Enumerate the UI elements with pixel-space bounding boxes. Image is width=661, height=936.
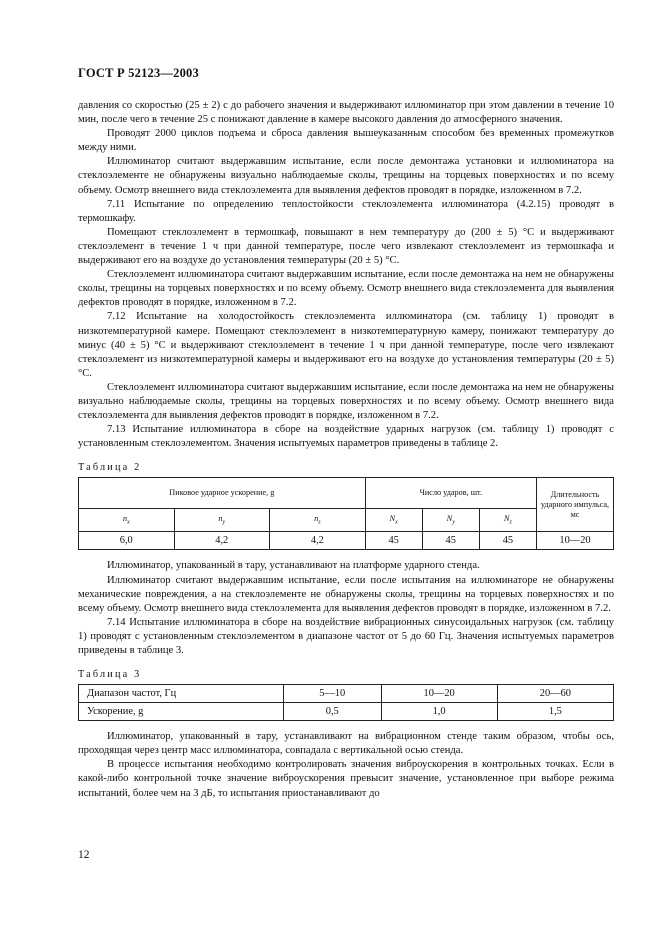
paragraph: Проводят 2000 циклов подъема и сброса давления вышеуказанным способом без временных промежутков между ними. <box>78 128 614 154</box>
paragraph: Иллюминатор считают выдержавшим испытание, если после демонтажа установки и иллюминатора на стеклоэлементе не обнаружены визуально наблюдаемые сколы, трещины на торцевых поверхностях и по всему объему. Осмотр внешнего вида стеклоэлемента для выявления дефектов проводят в порядке, изложенном в 7.2. <box>78 156 614 196</box>
paragraph: 7.13 Испытание иллюминатора в сборе на воздействие ударных нагрузок (см. таблицу 1) проводят с установленным стеклоэлементом. Значения испытуемых параметров приведены в таблице 2. <box>78 424 614 450</box>
paragraph: 7.11 Испытание по определению теплостойкости стеклоэлемента иллюминатора (4.2.15) проводят в термошкафу. <box>78 198 614 224</box>
table-2-caption: Таблица 2 <box>78 462 142 474</box>
paragraph: 7.14 Испытание иллюминатора в сборе на воздействие вибрационных синусоидальных нагрузок (см. таблицу 1) проводят с установленным стеклоэлементом в диапазоне частот от 5 до 60 Гц. Значения испытуемых параметров приведены в таблице 3. <box>78 616 614 656</box>
subheader-Nx: $N_x$ <box>365 509 422 532</box>
subheader-Ny: $N_y$ <box>422 509 479 532</box>
paragraph: В процессе испытания необходимо контролировать значения виброускорения в контрольных точках. Если в какой-либо контрольной точке значение виброускорения превысит значение, установленное при выборе режима испытаний, более чем на 3 дБ, то испытания приостанавливают до <box>78 759 614 799</box>
subheader-nx: $n_x$ <box>79 509 175 532</box>
table-3 <box>78 684 614 721</box>
text-block-1 <box>78 99 614 801</box>
cell-acceleration: 0,5 <box>284 703 382 721</box>
cell-Nz-value: 45 <box>479 532 536 550</box>
paragraph: давления со скоростью (25 ± 2) с до рабочего значения и выдерживают иллюминатор при этом давлении в течение 10 мин, после чего в течение 25 с понижают давление в камере высокого давления до атмосферного значения. <box>78 100 614 126</box>
cell-duration-value: 10—20 <box>537 532 614 550</box>
paragraph: Стеклоэлемент иллюминатора считают выдержавшим испытание, если после демонтажа на нем не обнаружены сколы, трещины на торцевых поверхностях и по всему объему. Осмотр внешнего вида стеклоэлемента для выявления дефектов проводят в порядке, изложенном в 7.2. <box>78 269 614 309</box>
cell-frequency: 10—20 <box>381 685 497 703</box>
page-number: 12 <box>78 849 90 861</box>
table-2 <box>78 477 614 550</box>
header-impact-count: Число ударов, шт. <box>365 478 536 509</box>
document-header: ГОСТ Р 52123—2003 <box>78 66 199 80</box>
table-row <box>79 685 614 703</box>
cell-frequency: 5—10 <box>284 685 382 703</box>
cell-nz-value: 4,2 <box>270 532 366 550</box>
header-peak-acceleration: Пиковое ударное ускорение, g <box>79 478 366 509</box>
table-3-caption: Таблица 3 <box>78 669 142 681</box>
table-row <box>79 532 614 550</box>
paragraph: Стеклоэлемент иллюминатора считают выдержавшим испытание, если после демонтажа на нем не обнаружены визуально наблюдаемые сколы, трещины на торцевых поверхностях и по всему объему. Осмотр внешнего вида стеклоэлемента для выявления дефектов проводят в порядке, изложенном в 7.2. <box>78 381 614 422</box>
row-label-frequency: Диапазон частот, Гц <box>79 685 284 703</box>
paragraph: Помещают стеклоэлемент в термошкаф, повышают в нем температуру до (200 ± 5) °С и выдерживают стеклоэлемент в течение 1 ч при данной температуре, после чего извлекают стеклоэлемент из термошкафа и выдерживают его на воздухе до установления температуры (20 ± 5) °С. <box>78 226 614 267</box>
paragraph: 7.12 Испытание на холодостойкость стеклоэлемента иллюминатора (см. таблицу 1) проводят в низкотемпературной камере. Помещают стеклоэлемент в низкотемпературную камеру, понижают температуру до минус (40 ± 5) °С и выдерживают стеклоэлемент в течение 1 ч при данной температуре, после чего извлекают стеклоэлемент из низкотемпературной камеры и выдерживают его на воздухе до установления температуры (20 ± 5) °С. <box>78 311 614 379</box>
row-label-acceleration: Ускорение, g <box>79 703 284 721</box>
cell-ny-value: 4,2 <box>174 532 270 550</box>
table-row <box>79 703 614 721</box>
cell-acceleration: 1,5 <box>497 703 613 721</box>
cell-acceleration: 1,0 <box>381 703 497 721</box>
subheader-nz: $n_z$ <box>270 509 366 532</box>
paragraph: Иллюминатор, упакованный в тару, устанавливают на платформе ударного стенда. <box>107 560 480 572</box>
subheader-ny: $n_y$ <box>174 509 270 532</box>
paragraph: Иллюминатор, упакованный в тару, устанавливают на вибрационном стенде таким образом, чтобы ось, проходящая через центр масс иллюминатора, совпадала с вертикальной осью стенда. <box>78 731 614 757</box>
header-pulse-duration: Длительность ударного импульса, мс <box>537 478 614 532</box>
subheader-Nz: $N_z$ <box>479 509 536 532</box>
cell-nx-value: 6,0 <box>79 532 175 550</box>
cell-frequency: 20—60 <box>497 685 613 703</box>
cell-Ny-value: 45 <box>422 532 479 550</box>
cell-Nx-value: 45 <box>365 532 422 550</box>
paragraph: Иллюминатор считают выдержавшим испытание, если после испытания на иллюминаторе не обнаружены механические повреждения, а на стеклоэлементе не обнаружены сколы, трещины на торцевых поверхностях и по всему объему. Осмотр внешнего вида стеклоэлемента для выявления дефектов проводят в порядке, изложенном в 7.2. <box>78 574 614 614</box>
